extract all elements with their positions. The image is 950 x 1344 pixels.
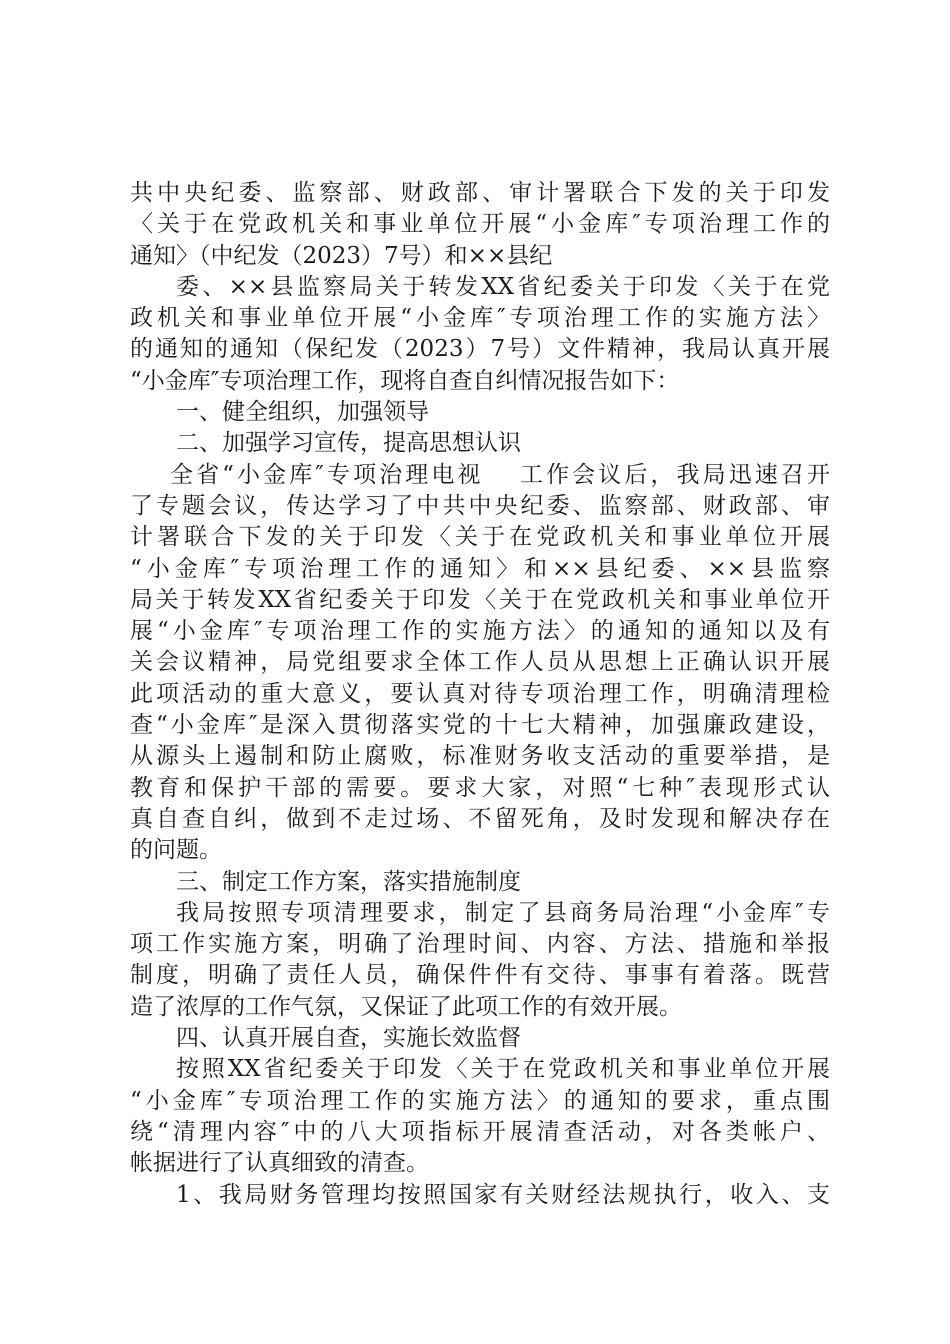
text-line: 教育和保护干部的需要。要求大家，对照“七种″表现形式认 [130, 774, 830, 801]
text-line: 政机关和事业单位开展“小金库″专项治理工作的实施方法〉 [130, 305, 830, 332]
text-line: 局关于转发XX省纪委关于印发〈关于在党政机关和事业单位开 [130, 586, 830, 613]
text-line: 全省“小金库″专项治理电视 工作会议后，我局迅速召开 [170, 461, 830, 488]
text-line: 制度，明确了责任人员，确保件件有交待、事事有着落。既营 [130, 962, 830, 989]
text-line: 通知〉（中纪发（2023）7号）和××县纪 [130, 242, 553, 269]
document-body [130, 178, 830, 1211]
text-line: 项工作实施方案，明确了治理时间、内容、方法、措施和举报 [130, 931, 830, 958]
text-line: 此项活动的重大意义，要认真对待专项治理工作，明确清理检 [130, 680, 830, 707]
text-line: 我局按照专项清理要求，制定了县商务局治理“小金库″专 [176, 899, 830, 926]
text-line: 的问题。 [130, 837, 222, 864]
text-line: 一、健全组织，加强领导 [176, 399, 429, 426]
text-line: 从源头上遏制和防止腐败，标准财务收支活动的重要举措，是 [130, 743, 830, 770]
text-line: 委、××县监察局关于转发XX省纪委关于印发〈关于在党 [176, 273, 830, 300]
text-line: 〈关于在党政机关和事业单位开展“小金库″专项治理工作的 [130, 211, 830, 238]
text-line: 按照XX省纪委关于印发〈关于在党政机关和事业单位开展 [176, 1056, 830, 1083]
text-line: “小金库″专项治理工作，现将自查自纠情况报告如下： [130, 367, 680, 394]
text-line: 四、认真开展自查，实施长效监督 [176, 1025, 521, 1052]
text-line: 真自查自纠，做到不走过场、不留死角，及时发现和解决存在 [130, 805, 830, 832]
text-line: 二、加强学习宣传，提高思想认识 [176, 430, 521, 457]
text-line: 造了浓厚的工作气氛，又保证了此项工作的有效开展。 [130, 993, 682, 1020]
text-line: “小金库″专项治理工作的实施方法〉的通知的要求，重点围 [130, 1087, 830, 1114]
text-line: 计署联合下发的关于印发〈关于在党政机关和事业单位开展 [130, 524, 830, 551]
text-line: 了专题会议，传达学习了中共中央纪委、监察部、财政部、审 [130, 492, 830, 519]
text-line: 共中央纪委、监察部、财政部、审计署联合下发的关于印发 [130, 180, 830, 206]
text-line: 三、制定工作方案，落实措施制度 [176, 868, 521, 895]
text-line: 的通知的通知（保纪发（2023）7号）文件精神，我局认真开展 [130, 336, 830, 363]
text-line: “小金库″专项治理工作的通知〉和××县纪委、××县监察 [130, 555, 830, 582]
text-line: 展“小金库″专项治理工作的实施方法〉的通知的通知以及有 [130, 618, 830, 645]
text-line: 绕“清理内容″中的八大项指标开展清查活动，对各类帐户、 [130, 1118, 830, 1145]
text-line: 关会议精神，局党组要求全体工作人员从思想上正确认识开展 [130, 649, 830, 676]
text-line: 1、我局财务管理均按照国家有关财经法规执行，收入、支 [176, 1181, 830, 1208]
text-line: 帐据进行了认真细致的清查。 [130, 1150, 429, 1177]
text-line: 查“小金库″是深入贯彻落实党的十七大精神，加强廉政建设， [130, 712, 830, 739]
